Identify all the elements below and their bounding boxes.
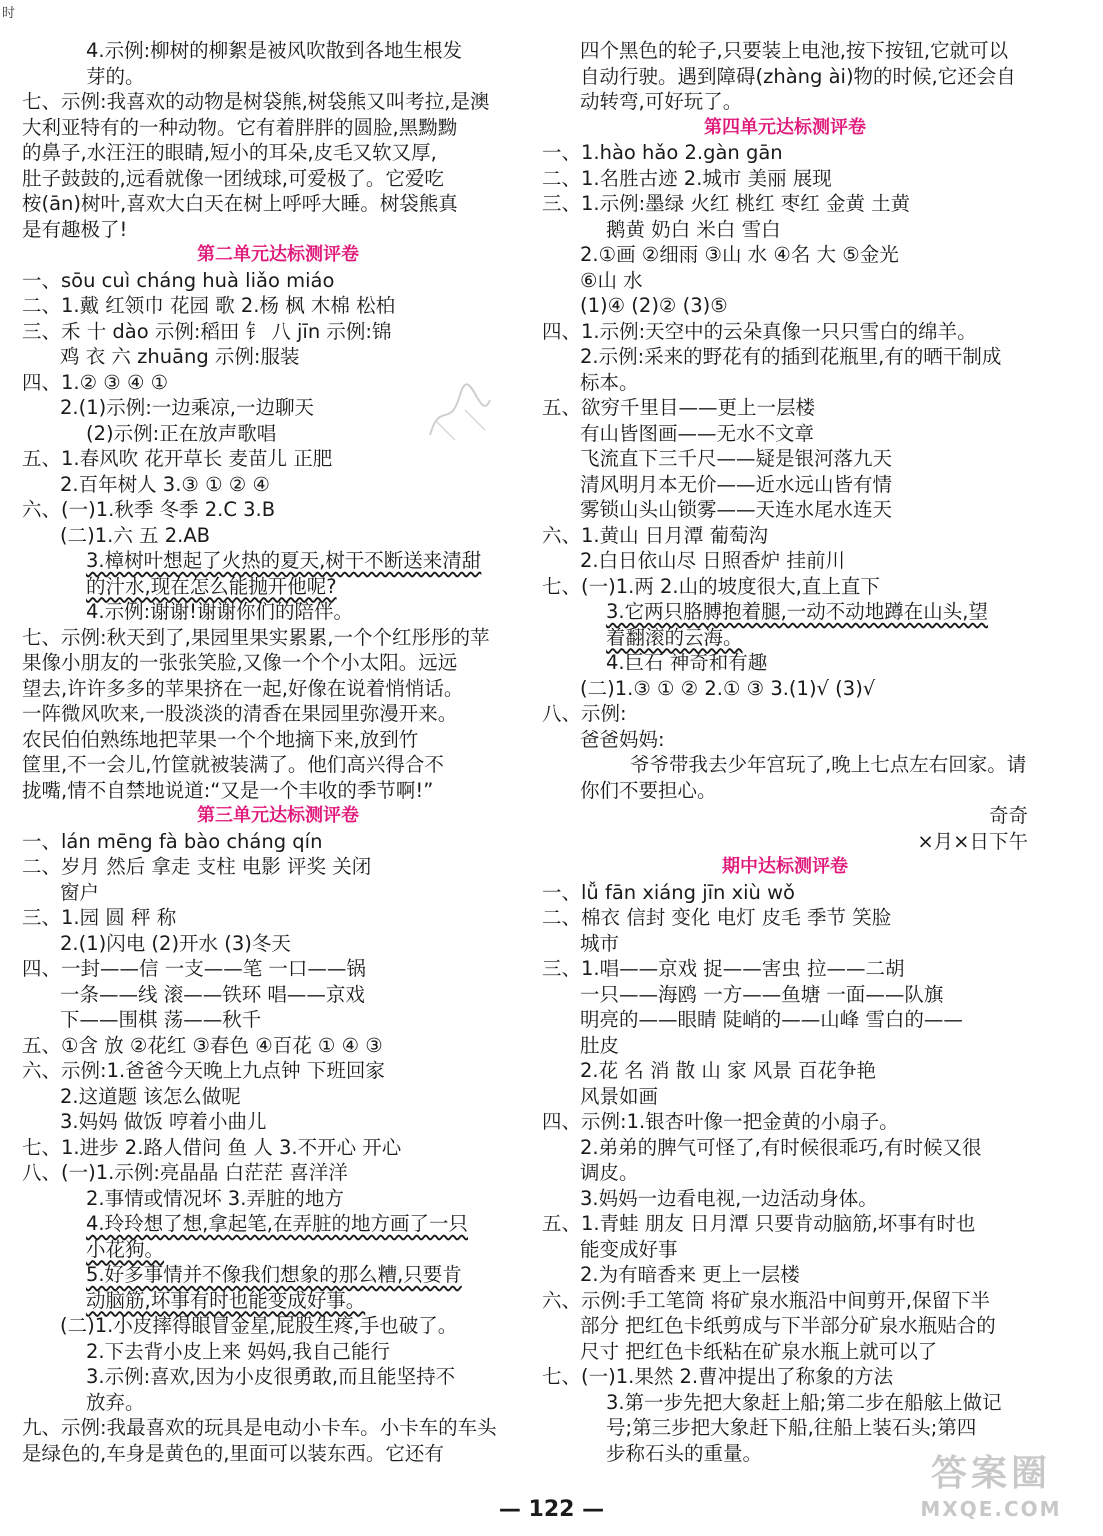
answer-line: 五、1.春风吹 花开草长 麦苗儿 正肥 (22, 447, 333, 470)
answer-line: 2.(1)示例:一边乘凉,一边聊天 (60, 396, 314, 419)
section-heading: 期中达标测评卷 (722, 856, 848, 877)
answer-line: ⑥山 水 (580, 268, 643, 292)
answer-line: 大利亚特有的一种动物。它有着胖胖的圆脸,黑黝黝 (22, 115, 458, 139)
answer-line: 部分 把红色卡纸剪成与下半部分矿泉水瓶贴合的 (580, 1314, 996, 1337)
watermark-bottom: MXQE.COM (920, 1497, 1062, 1521)
answer-line: (二)1.③ ① ② 2.① ③ 3.(1)√ (3)√ (580, 676, 876, 700)
answer-line: 二、棉衣 信封 变化 电灯 皮毛 季节 笑脸 (542, 906, 892, 929)
answer-line: (1)④ (2)② (3)⑤ (580, 294, 728, 317)
answer-line: 一阵微风吹来,一股淡淡的清香在果园里弥漫开来。 (22, 702, 458, 725)
pencil-scribble (420, 380, 500, 450)
answer-line: 一、lǚ fān xiáng jīn xiù wǒ (542, 880, 795, 904)
answer-line: 2.弟弟的脾气可怪了,有时候很乖巧,有时候又很 (580, 1135, 982, 1159)
answer-line: 三、1.示例:墨绿 火红 桃红 枣红 金黄 土黄 (542, 192, 911, 215)
answer-line: 有山皆图画——无水不文章 (580, 421, 815, 445)
answer-line: 一、sōu cuì cháng huà liǎo miáo (22, 268, 335, 292)
answer-line: 奇奇 (988, 804, 1028, 827)
answer-line: 一只——海鸥 一方——鱼塘 一面——队旗 (580, 982, 944, 1006)
answer-line: 四、1.示例:天空中的云朵真像一只只雪白的绵羊。 (542, 319, 977, 343)
answer-line: 六、1.黄山 日月潭 葡萄沟 (542, 523, 769, 547)
answer-line: 飞流直下三千尺——疑是银河落九天 (580, 447, 893, 470)
answer-line: 鹅黄 奶白 米白 雪白 (606, 217, 781, 241)
answer-line: 一条——线 滚——铁环 唱——京戏 (60, 982, 365, 1006)
answer-line: 步称石头的重量。 (606, 1441, 763, 1465)
answer-line: 一、1.hào hǎo 2.gàn gān (542, 141, 783, 164)
answer-line: 五、①含 放 ②花红 ③春色 ④百花 ① ④ ③ (22, 1033, 383, 1057)
watermark (891, 1452, 1091, 1532)
answer-line: 肚皮 (580, 1033, 620, 1057)
answer-line: 九、示例:我最喜欢的玩具是电动小卡车。小卡车的车头 (22, 1416, 497, 1439)
answer-line: 一、lán mēng fà bào cháng qín (22, 829, 323, 853)
answer-line: 3.第一步先把大象赶上船;第二步在船舷上做记 (606, 1390, 1002, 1414)
answer-line: 雾锁山头山锁雾——天连水尾水连天 (580, 498, 893, 521)
answer-line: 六、示例:1.爸爸今天晚上九点钟 下班回家 (22, 1059, 385, 1082)
answer-line: 四、一封——信 一支——笔 一口——锅 (22, 957, 366, 980)
watermark-top: 答案圈 (930, 1453, 1051, 1494)
answer-line: 4.示例:柳树的柳絮是被风吹散到各地生根发 (86, 39, 463, 62)
answer-line: 下——围棋 荡——秋千 (60, 1008, 262, 1031)
answer-line: 五、1.青蛙 朋友 日月潭 只要肯动脑筋,坏事有时也 (542, 1212, 976, 1235)
answer-line: 四个黑色的轮子,只要装上电池,按下按钮,它就可以 (580, 39, 1009, 62)
answer-line: 爷爷带我去少年宫玩了,晚上七点左右回家。请 (630, 753, 1027, 776)
answer-line: 自动行驶。遇到障碍(zhàng ài)物的时候,它还会自 (580, 64, 1016, 88)
answer-line: 二、1.名胜古迹 2.城市 美丽 展现 (542, 166, 832, 190)
answer-line: ×月×日下午 (917, 829, 1028, 853)
answer-line: 4.巨石 神奇和有趣 (606, 651, 768, 674)
answer-line: 是绿色的,车身是黄色的,里面可以装东西。它还有 (22, 1441, 444, 1465)
answer-line: 八、示例: (542, 702, 627, 725)
answer-line: 号;第三步把大象赶下船,往船上装石头;第四 (606, 1416, 977, 1439)
answer-line: (二)1.六 五 2.AB (60, 523, 211, 547)
answer-line: 5.好多事情并不像我们想象的那么糟,只要肯 (86, 1263, 462, 1286)
edge-mark: 时 (2, 6, 16, 21)
answer-line: 放弃。 (86, 1390, 145, 1414)
answer-line: 四、示例:1.银杏叶像一把金黄的小扇子。 (542, 1110, 899, 1133)
answer-line: 肚子鼓鼓的,远看就像一团绒球,可爱极了。它爱吃 (22, 166, 444, 190)
answer-line: 四、1.② ③ ④ ① (22, 370, 169, 394)
answer-line: 窗户 (60, 880, 100, 904)
answer-line: 2.百年树人 3.③ ① ② ④ (60, 472, 270, 496)
answer-line: 七、示例:秋天到了,果园里果实累累,一个个红彤彤的苹 (22, 625, 490, 649)
answer-line: 清风明月本无价——近水远山皆有情 (580, 472, 893, 496)
answer-line: 3.示例:喜欢,因为小皮很勇敢,而且能坚持不 (86, 1365, 456, 1388)
answer-line: 六、示例:手工笔筒 将矿泉水瓶沿中间剪开,保留下半 (542, 1288, 990, 1312)
section-heading: 第四单元达标测评卷 (704, 116, 866, 138)
answer-line: 3.妈妈一边看电视,一边活动身体。 (580, 1186, 878, 1210)
answer-line: 七、示例:我喜欢的动物是树袋熊,树袋熊又叫考拉,是澳 (22, 90, 490, 113)
left-column (22, 38, 534, 1466)
answer-line: 2.下去背小皮上来 妈妈,我自己能行 (86, 1339, 391, 1363)
answer-line: 望去,许许多多的苹果挤在一起,好像在说着悄悄话。 (22, 676, 464, 700)
section-heading: 第三单元达标测评卷 (197, 805, 359, 826)
answer-line: 2.①画 ②细雨 ③山 水 ④名 大 ⑤金光 (580, 243, 899, 266)
answer-line: 是有趣极了! (22, 217, 128, 241)
answer-line: 着翻滚的云海。 (606, 625, 743, 649)
answer-line: 3.樟树叶想起了火热的夏天,树干不断送来清甜 (86, 549, 482, 572)
answer-line: (二)1.小皮摔得眼冒金星,屁股生疼,手也破了。 (60, 1314, 458, 1337)
answer-line: 的汁水,现在怎么能抛开他呢? (86, 574, 337, 598)
answer-line: 三、禾 十 dào 示例:稻田 钅 八 jīn 示例:锦 (22, 319, 392, 343)
answer-line: 2.示例:采来的野花有的插到花瓶里,有的晒干制成 (580, 345, 1002, 368)
answer-line: 2.花 名 消 散 山 家 风景 百花争艳 (580, 1059, 876, 1082)
answer-line: 六、(一)1.秋季 冬季 2.C 3.B (22, 498, 276, 521)
answer-line: 七、(一)1.果然 2.曹冲提出了称象的方法 (542, 1365, 894, 1388)
answer-line: 八、(一)1.示例:亮晶晶 白茫茫 喜洋洋 (22, 1161, 348, 1184)
answer-line: 2.白日依山尽 日照香炉 挂前川 (580, 549, 846, 572)
answer-line: 七、1.进步 2.路人借问 鱼 人 3.不开心 开心 (22, 1135, 402, 1159)
answer-line: 动转弯,可好玩了。 (580, 90, 743, 113)
page-number: — 122 — (498, 1497, 605, 1522)
answer-line: 七、(一)1.两 2.山的坡度很大,直上直下 (542, 574, 880, 598)
section-heading: 第二单元达标测评卷 (197, 244, 359, 265)
answer-line: 风景如画 (580, 1084, 659, 1108)
answer-line: 标本。 (580, 370, 639, 394)
right-column (542, 38, 1028, 1466)
answer-line: 2.(1)闪电 (2)开水 (3)冬天 (60, 931, 291, 955)
answer-line: 你们不要担心。 (580, 778, 717, 802)
answer-line: 鸡 衣 六 zhuāng 示例:服装 (60, 345, 300, 368)
answer-line: 2.这道题 该怎么做呢 (60, 1084, 241, 1108)
answer-line: 五、欲穷千里目——更上一层楼 (542, 396, 816, 419)
answer-line: 三、1.园 圆 秤 称 (22, 906, 177, 929)
answer-line: 明亮的——眼睛 陡峭的——山峰 雪白的—— (580, 1008, 963, 1031)
answer-line: 爸爸妈妈: (580, 727, 665, 751)
answer-line: 动脑筋,坏事有时也能变成好事。 (86, 1288, 366, 1312)
answer-line: 果像小朋友的一张张笑脸,又像一个个小太阳。远远 (22, 651, 458, 674)
answer-line: 尺寸 把红色卡纸粘在矿泉水瓶上就可以了 (580, 1339, 938, 1363)
answer-line: 的鼻子,水汪汪的眼睛,短小的耳朵,皮毛又软又厚, (22, 141, 437, 164)
answer-line: 小花狗。 (86, 1237, 165, 1261)
answer-line: 能变成好事 (580, 1237, 678, 1261)
answer-line: 3.它两只胳膊抱着腿,一动不动地蹲在山头,望 (606, 600, 989, 623)
answer-line: 4.玲玲想了想,拿起笔,在弄脏的地方画了一只 (86, 1212, 469, 1235)
answer-line: 2.为有暗香来 更上一层楼 (580, 1263, 800, 1286)
answer-line: (2)示例:正在放声歌唱 (86, 421, 277, 445)
answer-line: 拢嘴,情不自禁地说道:“又是一个丰收的季节啊!” (22, 778, 434, 802)
answer-line: 农民伯伯熟练地把苹果一个个地摘下来,放到竹 (22, 727, 419, 751)
answer-line: 调皮。 (580, 1161, 639, 1184)
answer-line: 三、1.唱——京戏 捉——害虫 拉——二胡 (542, 957, 905, 980)
answer-line: 桉(ān)树叶,喜欢大白天在树上呼呼大睡。树袋熊真 (22, 192, 458, 215)
answer-line: 筐里,不一会儿,竹筐就被装满了。他们高兴得合不 (22, 753, 444, 776)
answer-line: 芽的。 (86, 64, 145, 88)
answer-line: 4.示例:谢谢!谢谢你们的陪伴。 (86, 600, 353, 623)
answer-line: 城市 (580, 931, 620, 955)
answer-line: 3.妈妈 做饭 哼着小曲儿 (60, 1110, 267, 1133)
answer-line: 二、岁月 然后 拿走 支柱 电影 评奖 关闭 (22, 855, 372, 878)
answer-line: 二、1.戴 红领巾 花园 歌 2.杨 枫 木棉 松柏 (22, 294, 396, 317)
answer-line: 2.事情或情况坏 3.弄脏的地方 (86, 1186, 344, 1210)
